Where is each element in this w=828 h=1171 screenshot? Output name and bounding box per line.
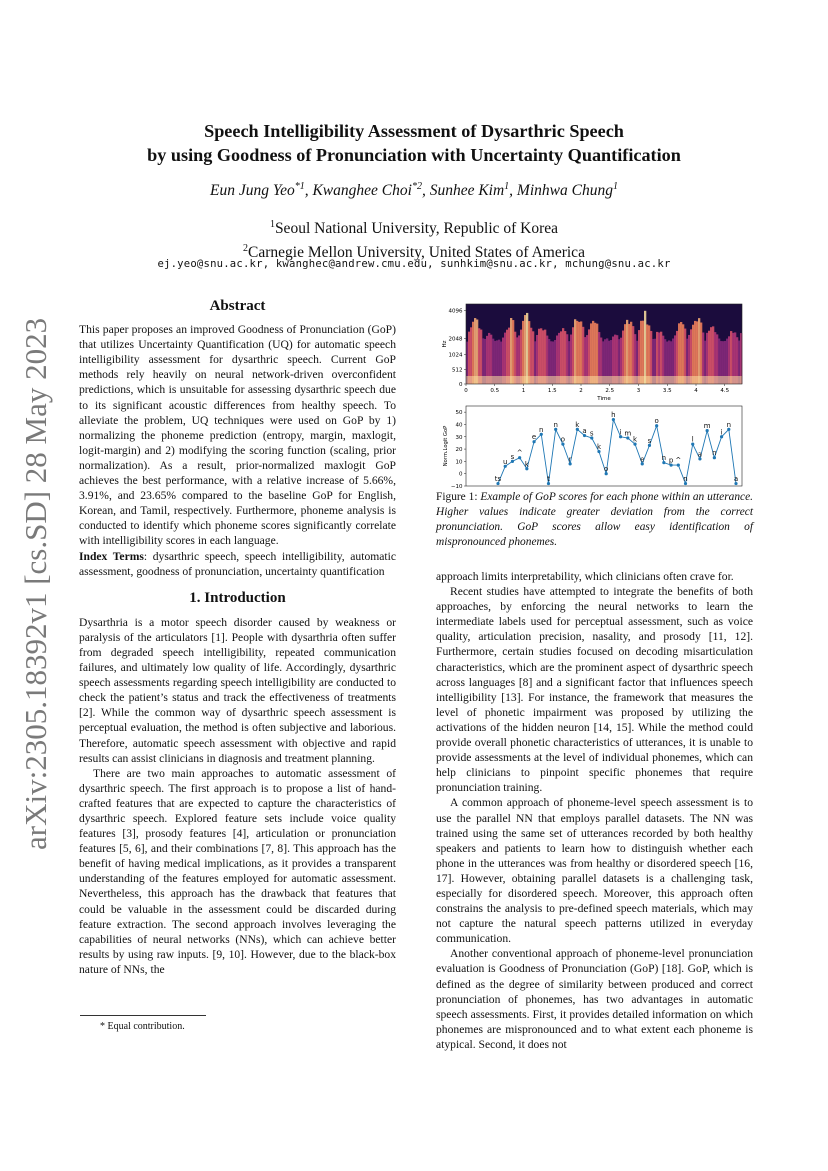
gop-phone-label: ^: [675, 456, 682, 465]
spectrogram-band: [582, 327, 584, 384]
spectrogram-band: [578, 322, 580, 384]
gop-plot-frame: [466, 406, 742, 486]
author-1-sup: *1: [294, 181, 305, 192]
author-4: Minhwa Chung: [516, 182, 613, 200]
figure-1: [436, 302, 758, 488]
footnote-rule: [80, 1015, 206, 1016]
gop-phone-label: e: [640, 455, 645, 464]
right-paragraph-2: A common approach of phoneme-level speech assessment is to use the parallel NN that employs parallel datasets. The NN was trained using the same set of utterances recorded by both healthy speakers and patients to learn how to distinguish whether each phone in the utterances was from healthy or disordered speech [16, 17]. However, obtaining parallel datasets is a challenging task, especially for disordered speech. Moreover, this approach often constrains the analysis to pre-defined speech materials, which may not capture the natural speech patterns utilized in everyday communication.: [436, 796, 753, 946]
gop-phone-label: m: [703, 422, 711, 431]
gop-phone-label: s: [647, 436, 652, 445]
spectrogram-band: [508, 328, 510, 384]
figure-1-caption: [436, 490, 753, 550]
spectrogram-band: [542, 330, 544, 384]
spectrogram-band: [624, 324, 626, 384]
spectrogram-band: [638, 330, 640, 384]
gop-phone-label: n: [661, 454, 667, 463]
spectrogram-band: [630, 322, 632, 384]
gop-phone-label: u: [502, 457, 508, 466]
spectrogram-band: [710, 327, 712, 384]
spectrogram-band: [712, 326, 714, 384]
spectrogram-band: [512, 320, 514, 384]
affiliation-1-text: Seoul National University, Republic of Korea: [274, 220, 559, 238]
affiliation-1: [60, 215, 768, 239]
spectrogram-band: [640, 321, 642, 384]
spectrogram-band: [698, 318, 700, 384]
gop-phone-label: m: [624, 429, 632, 438]
abstract-heading: Abstract: [209, 298, 266, 314]
gop-y-tick-label: 40: [455, 422, 463, 429]
spectrogram-x-tick-label: 2.5: [605, 388, 615, 394]
spectrogram-band: [574, 319, 576, 384]
spectrogram-band: [648, 325, 650, 384]
title-line-1: Speech Intelligibility Assessment of Dysarthric Speech: [204, 121, 624, 141]
gop-phone-label: ts: [494, 475, 502, 484]
spectrogram-x-tick-label: 2: [579, 388, 583, 394]
spectrogram-band: [592, 321, 594, 384]
spectrogram-panel: [442, 304, 742, 402]
gop-phone-label: t: [547, 475, 550, 484]
spectrogram-band: [642, 321, 644, 384]
paper-title: [60, 119, 768, 167]
index-terms-label: Index Terms: [79, 549, 144, 563]
spectrogram-x-tick-label: 1.5: [547, 388, 557, 394]
right-column: [436, 569, 753, 1052]
gop-phone-label: k: [524, 460, 529, 469]
gop-phone-label: s: [510, 452, 515, 461]
spectrogram-band: [478, 328, 480, 384]
title-line-2: by using Goodness of Pronunciation with Uncertainty Quantification: [147, 145, 681, 165]
spectrogram-band: [632, 326, 634, 384]
spectrogram-band: [678, 323, 680, 384]
gop-phone-label: o: [604, 465, 609, 474]
spectrogram-band: [594, 323, 596, 384]
gop-phone-label: k: [632, 435, 638, 444]
spectrogram-band: [646, 324, 648, 384]
affiliations: [60, 215, 768, 263]
spectrogram-y-ticks: [449, 308, 467, 388]
spectrogram-band: [524, 315, 526, 384]
spectrogram-band: [684, 329, 686, 384]
spectrogram-band: [628, 324, 630, 384]
author-3: Sunhee Kim: [429, 182, 505, 200]
spectrogram-band: [596, 324, 598, 384]
right-paragraph-3: Another conventional approach of phoneme-level pronunciation evaluation is Goodness of Pronunciation (GoP) [18]. GoP, which is defined as the degree of similarity between produced and correct pronunciation of phonemes, has two advantages in automatic speech assessments. First, it provides detailed information on which phonemes are mispronounced and to what extent each phoneme is atypical. Second, it does not: [436, 947, 753, 1051]
spectrogram-x-tick-label: 3.5: [662, 388, 672, 394]
gop-y-ticks: [451, 410, 466, 488]
spectrogram-band: [644, 311, 646, 384]
affiliation-1-sup: 1: [269, 219, 275, 230]
gop-line-panel: [443, 406, 742, 488]
gop-phone-label: n: [553, 420, 558, 429]
spectrogram-band: [682, 324, 684, 384]
spectrogram-band: [526, 313, 528, 384]
index-terms-text: : dysarthric speech, speech intelligibility, automatic assessment, goodness of pronunciation, uncertainty quantification: [79, 549, 396, 578]
spectrogram-band: [522, 321, 524, 384]
affiliation-2-sup: 2: [243, 243, 249, 255]
spectrogram-x-ticks: [464, 384, 729, 394]
gop-y-tick-label: 30: [455, 434, 463, 441]
gop-phone-label: k: [596, 443, 602, 452]
author-3-sup: 1: [504, 181, 510, 192]
spectrogram-y-tick-label: 4096: [448, 308, 463, 315]
spectrogram-band: [470, 327, 472, 384]
spectrogram-band: [690, 329, 692, 384]
spectrogram-band: [580, 321, 582, 384]
abstract-text: This paper proposes an improved Goodness of Pronunciation (GoP) that utilizes Uncertainty Quantification (UQ) for automatic speech intelligibility assessment for dysarthric speech. Current GoP methods rely heavily on neural network-driven overconfident predictions, which is unsuitable for assessing dysarthric speech due to its significant acoustic differences from healthy speech. To alleviate the problem, UQ techniques were used on GoP by 1) normalizing the phoneme prediction (entropy, margin, maxlogit, logit-margin) and 2) modifying the scoring function (scaling, prior normalization). As a result, prior-normalized maxlogit GoP achieves the best performance, with a relative increase of 5.66%, 3.91%, and 23.65% compared to the baseline GoP for English, Korean, and Tamil, respectively. Furthermore, phoneme analysis is conducted to identify which phoneme scores significantly correlate with intelligibility scores in each language.: [79, 323, 396, 548]
gop-phone-label: h: [611, 411, 616, 420]
affiliation-2-text: Carnegie Mellon University, United States of America: [248, 244, 585, 262]
intro-paragraph-1: Dysarthria is a motor speech disorder caused by weakness or paralysis of the articulators [1]. People with dysarthria often suffer from degraded speech intelligibility, repeated communication failures, and ultimately low quality of life. Accordingly, dysarthric speech assessments regarding speech intelligibility are conducted to check the patient’s status and track the effectiveness of treatments [2]. While the common way of dysarthric speech assessment is perceptual evaluation, the method is often subjective and laborious. Therefore, automatic speech assessment with objective and rapid results can assist clinicians in diagnosis and treatment planning.: [79, 615, 396, 765]
spectrogram-band: [696, 321, 698, 384]
spectrogram-band: [528, 321, 530, 384]
spectrogram-band: [622, 331, 624, 384]
spectrogram-band: [472, 322, 474, 384]
spectrogram-band: [538, 329, 540, 384]
spectrogram-band: [576, 321, 578, 384]
gop-phone-label: a: [697, 450, 703, 459]
author-2-sup: *2: [411, 181, 422, 192]
author-2: Kwanghee Choi: [312, 182, 412, 200]
spectrogram-x-tick-label: 4: [694, 388, 698, 394]
gop-phone-label: s: [589, 429, 594, 438]
index-terms: [79, 549, 396, 579]
spectrogram-y-tick-label: 2048: [448, 336, 463, 343]
gop-y-tick-label: 10: [455, 459, 463, 466]
spectrogram-x-tick-label: 4.5: [720, 388, 730, 394]
spectrogram-band: [544, 330, 546, 384]
spectrogram-band: [562, 328, 564, 384]
spectrogram-x-tick-label: 3: [636, 388, 641, 394]
gop-phone-label: k: [575, 420, 580, 429]
spectrogram-xlabel: Time: [597, 396, 611, 402]
gop-phone-label: e: [531, 433, 537, 442]
right-paragraph-0: approach limits interpretability, which clinicians often crave for.: [436, 570, 734, 583]
arxiv-id: arXiv:2305.18392v1 [cs.SD] 28 May 2023: [18, 317, 53, 850]
caption-label: Figure 1:: [436, 491, 481, 503]
author-emails: ej.yeo@snu.ac.kr, kwanghec@andrew.cmu.edu, sunhkim@snu.ac.kr, mchung@snu.ac.kr: [157, 258, 671, 270]
spectrogram-band: [694, 321, 696, 384]
spectrogram-band: [588, 329, 590, 384]
gop-y-tick-label: 20: [455, 447, 463, 454]
gop-phone-label: n: [539, 425, 544, 434]
spectrogram-band: [520, 330, 522, 384]
gop-phone-label: a: [582, 427, 587, 436]
spectrogram-band: [480, 330, 482, 384]
spectrogram-x-tick-label: 0.5: [490, 388, 500, 394]
spectrogram-y-tick-label: 0: [459, 382, 463, 388]
gop-phone-label: i: [720, 428, 723, 437]
gop-y-tick-label: −10: [450, 484, 463, 488]
gop-phone-label: i: [619, 428, 622, 437]
gop-phone-label: n: [726, 420, 732, 429]
gop-phone-label: r: [568, 455, 572, 464]
author-1: Eun Jung Yeo: [210, 182, 295, 200]
spectrogram-band: [476, 320, 478, 385]
spectrogram-band: [540, 328, 542, 384]
left-column: [79, 299, 396, 977]
spectrogram-band: [474, 318, 476, 384]
gop-y-tick-label: 0: [459, 471, 463, 478]
spectrogram-band: [680, 322, 682, 384]
spectrogram-band: [572, 327, 574, 384]
gop-phone-label: n: [683, 475, 688, 484]
spectrogram-x-tick-label: 1: [521, 388, 526, 394]
gop-phone-label: n: [712, 449, 717, 458]
spectrogram-band: [700, 323, 702, 384]
spectrogram-band: [506, 330, 508, 384]
spectrogram-lowband: [466, 376, 742, 384]
gop-phone-label: l: [691, 435, 694, 444]
author-list: Eun Jung Yeo$^{*1}$, Kwanghee Choi$^{*2}$, Sunhee Kim$^1$, Minhwa Chung$^1$: [210, 181, 618, 200]
gop-phone-label: p: [668, 456, 674, 465]
right-paragraph-1: Recent studies have attempted to integrate the benefits of both approaches, by enforcing the neural networks to learn the intermediate labels used for perceptual assessment, such as voice quality, articulation precision, nasality, and prosody [11, 12]. Furthermore, certain studies focused on decoding misarticulation characteristics, which are the prominent aspect of dysarthric speech across languages [8] and a significant factor that influences speech intelligibility [13]. For instance, the framework that measures the level of phonetic impairment was proposed by utilizing the activations of the hidden neuron [14, 15]. While the method could provide overall phonetic characteristics of utterances, it is unable to provide assessments at the level of individual phonemes, which can help clinicians to pinpoint specific phonemes that require pronunciation training.: [436, 585, 753, 795]
spectrogram-band: [590, 323, 592, 384]
caption-text: Example of GoP scores for each phone within an utterance. Higher values indicate greater deviation from the correct pronunciation. GoP scores allow easy identification of mispronounced phonemes.: [436, 491, 754, 548]
spectrogram-ylabel: Hz: [442, 340, 448, 348]
footnote: * Equal contribution.: [100, 1021, 185, 1032]
gop-phone-label: a: [733, 475, 739, 484]
gop-phone-label: o: [654, 417, 659, 426]
spectrogram-band: [626, 320, 628, 384]
gop-y-tick-label: 50: [455, 410, 463, 417]
spectrogram-band: [692, 325, 694, 384]
introduction-heading: 1. Introduction: [189, 589, 286, 606]
author-4-sup: 1: [612, 181, 618, 192]
spectrogram-band: [510, 318, 512, 384]
spectrogram-y-tick-label: 1024: [448, 352, 463, 359]
spectrogram-y-tick-label: 512: [452, 367, 463, 374]
spectrogram-band: [530, 328, 532, 384]
gop-ylabel: Norm.Logit GoP: [443, 425, 449, 467]
gop-phone-label: ^: [516, 449, 523, 458]
spectrogram-x-tick-label: 0: [464, 388, 468, 394]
gop-phone-label: o: [560, 435, 566, 444]
intro-paragraph-2: There are two main approaches to automatic assessment of dysarthric speech. The first approach is to propose a list of hand-crafted features that are expected to capture the characteristics of dysarthric speech. Explored feature sets include voice quality features [3], prosody features [4], articulation or pronunciation features [5, 6], and their combinations [7, 8]. This approach has the benefit of having medical implications, as it provides a transparent understanding of the features employed for automatic assessment. Nevertheless, this approach has the drawback that features that could be valuable in the assessment could be discarded during feature extraction. The second approach involves leveraging the capabilities of neural networks (NNs), which can achieve better results by using raw inputs. [9, 10]. However, due to the black-box nature of NNs, the: [79, 766, 396, 976]
